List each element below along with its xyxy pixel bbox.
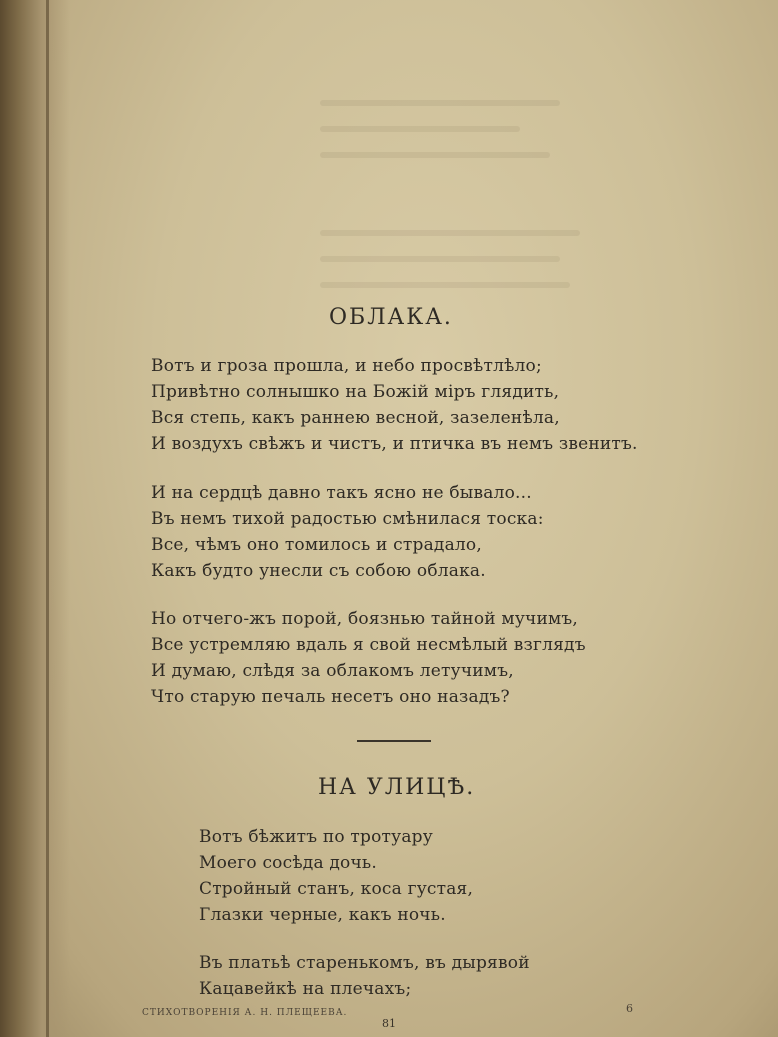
bleed-through-text bbox=[320, 230, 580, 236]
poem-title: ОБЛАКА. bbox=[329, 305, 453, 330]
bleed-through-text bbox=[320, 256, 560, 262]
signature-mark: 6 bbox=[626, 1002, 633, 1015]
book-spine-shadow bbox=[0, 0, 70, 1037]
section-divider bbox=[357, 740, 431, 742]
verse-line: Привѣтно солнышко на Божій міръ глядить, bbox=[151, 382, 560, 402]
verse-line: Въ немъ тихой радостью смѣнилася тоска: bbox=[151, 509, 544, 529]
bleed-through-text bbox=[320, 100, 560, 106]
verse-line: Что старую печаль несетъ оно назадъ? bbox=[151, 687, 510, 707]
bleed-through-text bbox=[320, 152, 550, 158]
poem-title: НА УЛИЦѢ. bbox=[318, 775, 476, 800]
verse-line: Моего сосѣда дочь. bbox=[199, 853, 377, 873]
verse-line: Кацавейкѣ на плечахъ; bbox=[199, 979, 412, 999]
book-gutter-line bbox=[46, 0, 49, 1037]
verse-line: Какъ будто унесли съ собою облака. bbox=[151, 561, 486, 581]
bleed-through-text bbox=[320, 282, 570, 288]
verse-line: Все устремляю вдаль я свой несмѣлый взглядъ bbox=[151, 635, 586, 655]
verse-line: Вотъ и гроза прошла, и небо просвѣтлѣло; bbox=[151, 356, 542, 376]
verse-line: Вотъ бѣжитъ по тротуару bbox=[199, 827, 433, 847]
bleed-through-text bbox=[320, 126, 520, 132]
verse-line: Стройный станъ, коса густая, bbox=[199, 879, 474, 899]
verse-line: И думаю, слѣдя за облакомъ летучимъ, bbox=[151, 661, 514, 681]
verse-line: И воздухъ свѣжъ и чистъ, и птичка въ немъ звенитъ. bbox=[151, 434, 638, 454]
verse-line: Но отчего-жъ порой, боязнью тайной мучимъ, bbox=[151, 609, 579, 629]
verse-line: Въ платьѣ старенькомъ, въ дырявой bbox=[199, 953, 530, 973]
verse-line: И на сердцѣ давно такъ ясно не бывало... bbox=[151, 483, 532, 503]
verse-line: Глазки черные, какъ ночь. bbox=[199, 905, 446, 925]
page-number: 81 bbox=[382, 1017, 396, 1030]
verse-line: Вся степь, какъ раннею весной, зазеленѣла, bbox=[151, 408, 560, 428]
footer-signature-note: СТИХОТВОРЕНІЯ А. Н. ПЛЕЩЕЕВА. bbox=[142, 1008, 348, 1018]
verse-line: Все, чѣмъ оно томилось и страдало, bbox=[151, 535, 482, 555]
